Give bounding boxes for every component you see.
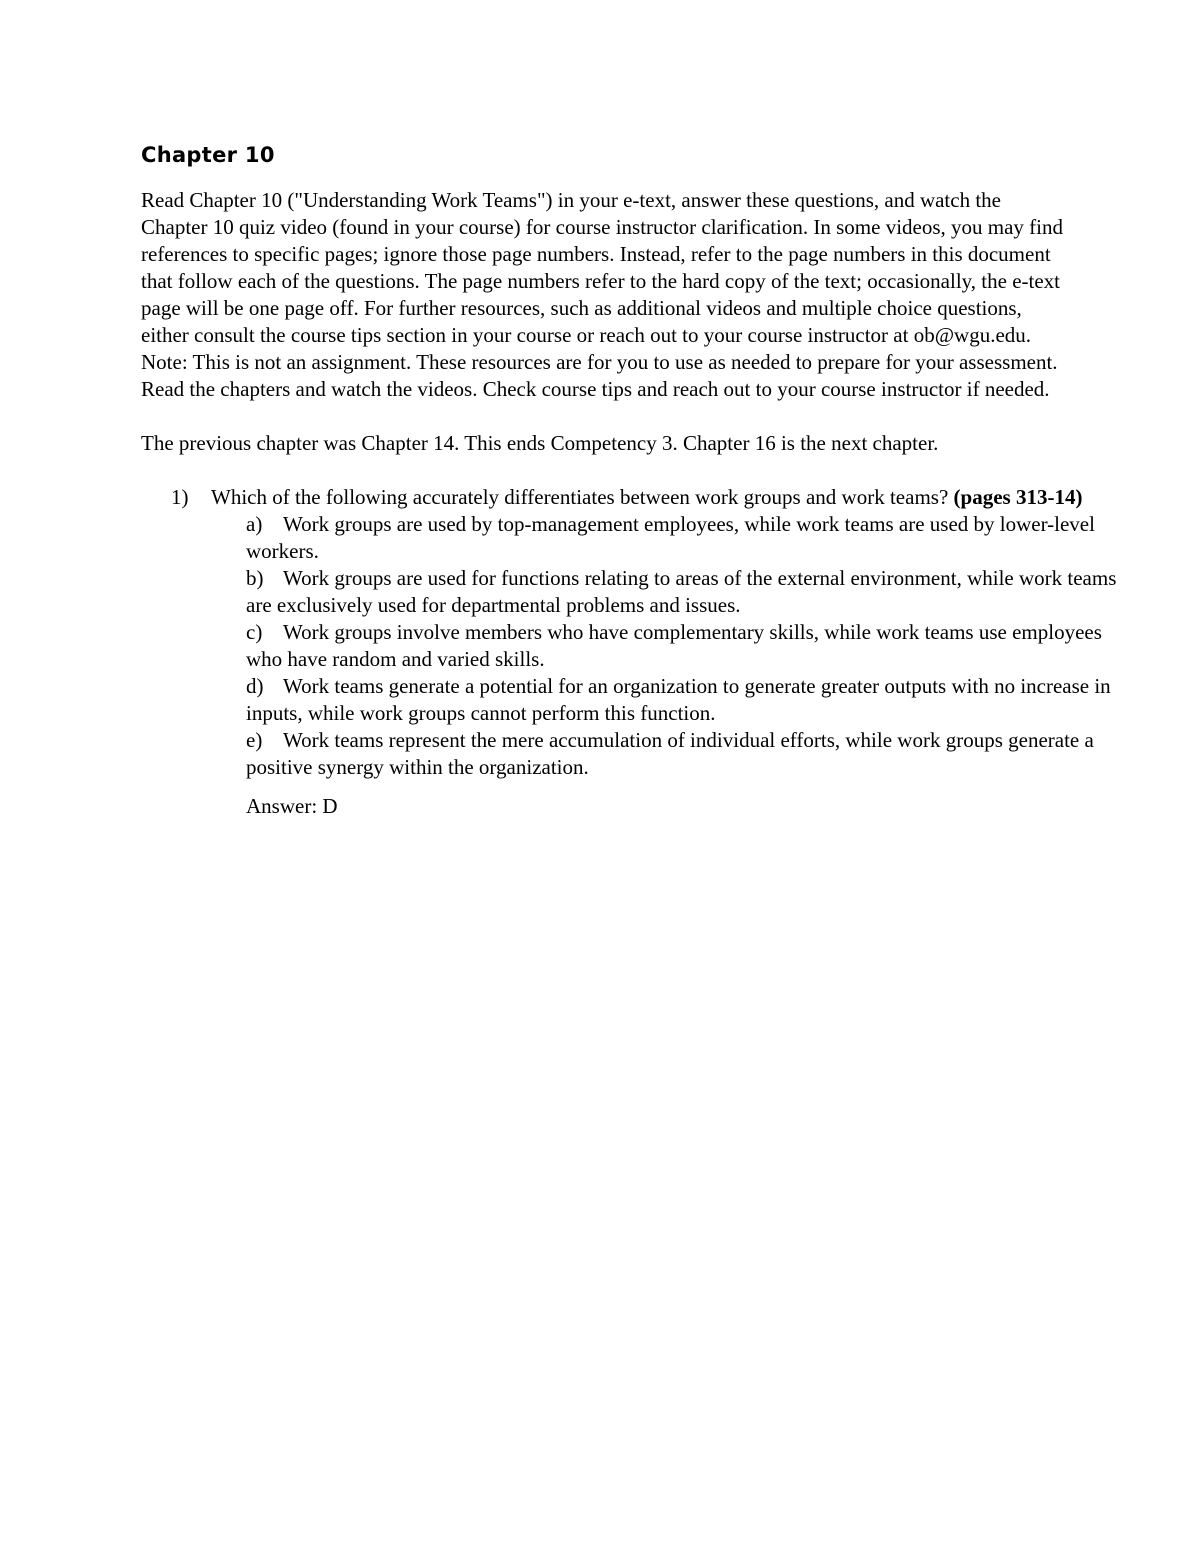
answer-line: Answer: D: [246, 794, 338, 818]
option-c: [246, 619, 1121, 673]
option-a: [246, 511, 1121, 565]
option-text: Work teams generate a potential for an organization to generate greater outputs with no increase in inputs, while work groups cannot perform this function.: [246, 674, 1111, 725]
option-text: Work groups are used for functions relating to areas of the external environment, while work teams are exclusively used for departmental problems and issues.: [246, 566, 1117, 617]
option-letter: a): [246, 512, 263, 536]
option-b: [246, 565, 1121, 619]
chapter-heading: Chapter 10: [141, 143, 275, 167]
intro-paragraph: Read Chapter 10 ("Understanding Work Teams") in your e-text, answer these questions, and watch the Chapter 10 quiz video (found in your course) for course instructor clarification. In some videos, you may find references to specific pages; ignore those page numbers. Instead, refer to the page numbers in this document that follow each of the questions. The page numbers refer to the hard copy of the text; occasionally, the e-text page will be one page off. For further resources, such as additional videos and multiple choice questions, either consult the course tips section in your course or reach out to your course instructor at ob@wgu.edu. Note: This is not an assignment. These resources are for you to use as needed to prepare for your assessment. Read the chapters and watch the videos. Check course tips and reach out to your course instructor if needed.: [141, 188, 1064, 401]
option-e: [246, 727, 1121, 781]
question-number: 1): [171, 485, 189, 509]
option-letter: b): [246, 566, 264, 590]
document-page: [141, 140, 1121, 820]
question-1: [171, 484, 1121, 511]
answer-options: [246, 511, 1121, 781]
option-letter: c): [246, 620, 263, 644]
option-letter: e): [246, 728, 263, 752]
option-text: Work groups are used by top-management employees, while work teams are used by lower-level workers.: [246, 512, 1095, 563]
option-d: [246, 673, 1121, 727]
option-text: Work groups involve members who have complementary skills, while work teams use employees who have random and varied skills.: [246, 620, 1102, 671]
option-letter: d): [246, 674, 264, 698]
option-text: Work teams represent the mere accumulation of individual efforts, while work groups generate a positive synergy within the organization.: [246, 728, 1094, 779]
previous-chapter-note: The previous chapter was Chapter 14. This ends Competency 3. Chapter 16 is the next chapter.: [141, 431, 939, 455]
question-text: Which of the following accurately differentiates between work groups and work teams?: [211, 485, 949, 509]
page-reference: (pages 313-14): [953, 485, 1083, 509]
question-stem: [171, 484, 1121, 511]
